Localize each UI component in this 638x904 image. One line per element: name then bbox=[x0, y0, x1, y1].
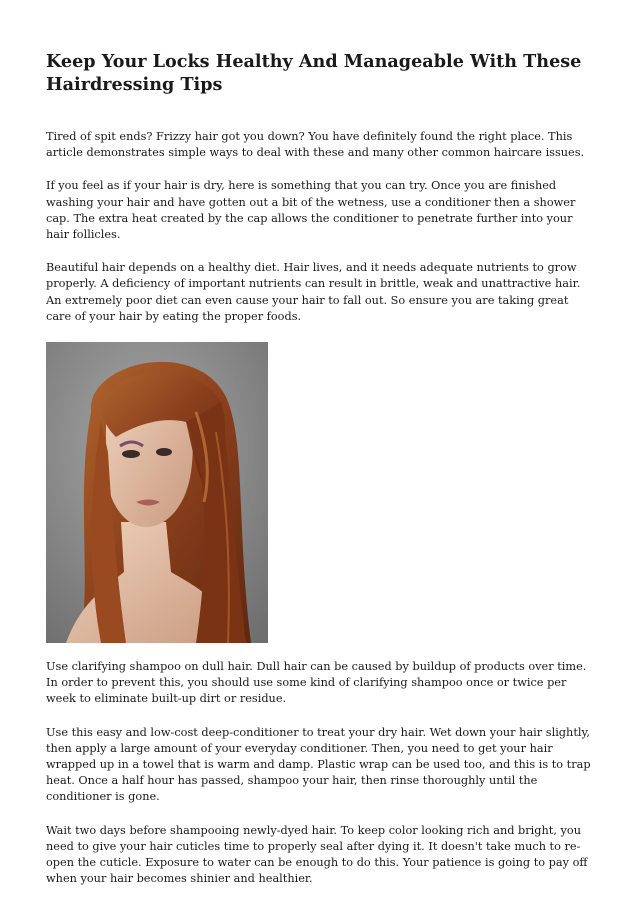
paragraph-dry-hair-tip: If you feel as if your hair is dry, here is something that you can try. Once you are finished washing your hair and have gotten out a bit of the wetness, use a conditioner then a shower cap. The extra heat created by the cap allows the conditioner to penetrate further into your hair follicles. bbox=[46, 179, 576, 242]
article bbox=[46, 50, 594, 904]
hairstyle-photo bbox=[46, 342, 268, 643]
paragraph-split-ends-intro: Tired of spit ends? Frizzy hair got you down? You have definitely found the right place. This article demonstrates simple ways to deal with these and many other common haircare issues. bbox=[46, 130, 585, 160]
paragraph-healthy-diet: Beautiful hair depends on a healthy diet. Hair lives, and it needs adequate nutrients to grow properly. A deficiency of important nutrients can result in brittle, weak and unattractive hair. An extremely poor diet can even cause your hair to fall out. So ensure you are taking great care of your hair by eating the proper foods. bbox=[46, 261, 581, 323]
paragraph-deep-conditioner: Use this easy and low-cost deep-conditioner to treat your dry hair. Wet down your hair slightly, then apply a large amount of your everyday conditioner. Then, you need to get your hair wrapped up in a towel that is warm and damp. Plastic wrap can be used too, and this is to trap heat. Once a half hour has passed, shampoo your hair, then rinse thoroughly until the conditioner is gone. bbox=[46, 725, 591, 804]
paragraph-dyed-hair: Wait two days before shampooing newly-dyed hair. To keep color looking rich and bright, you need to give your hair cuticles time to properly seal after dying it. It doesn't take much to re-open the cuticle. Exposure to water can be enough to do this. Your patience is going to pay off when your hair becomes shinier and healthier. bbox=[46, 823, 588, 886]
paragraph-clarifying-shampoo: Use clarifying shampoo on dull hair. Dull hair can be caused by buildup of products over time. In order to prevent this, you should use some kind of clarifying shampoo once or twice per week to eliminate built-up dirt or residue. bbox=[46, 660, 587, 706]
article-title: Keep Your Locks Healthy And Manageable With These Hairdressing Tips bbox=[46, 51, 582, 95]
